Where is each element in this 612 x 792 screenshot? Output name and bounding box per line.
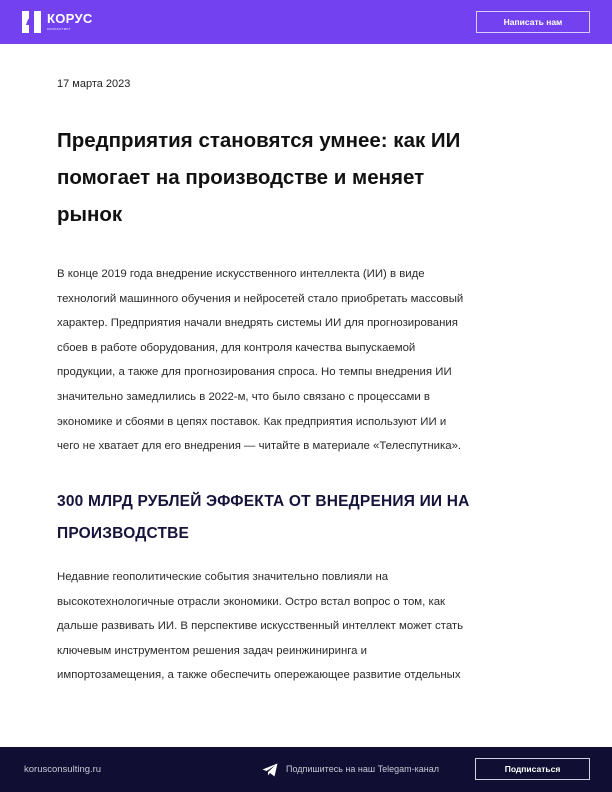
contact-us-button[interactable]: Написать нам [476, 11, 590, 33]
logo-name: КОРУС [47, 11, 93, 26]
article-title [57, 122, 557, 233]
article-intro-paragraph [57, 262, 557, 459]
paragraph-line: высокотехнологичные отрасли экономики. Остро встал вопрос о том, как [57, 595, 446, 608]
section-heading [57, 486, 557, 550]
subscribe-button[interactable]: Подписаться [475, 758, 590, 780]
section-body-paragraph [57, 565, 557, 688]
title-line: рынок [57, 203, 123, 226]
website-link[interactable]: korusconsulting.ru [24, 764, 102, 775]
paragraph-line: чего не хватает для его внедрения — читайте в материале «Телеспутника». [57, 440, 462, 453]
title-line: Предприятия становятся умнее: как ИИ [57, 129, 461, 152]
paragraph-line: дальше развивать ИИ. В перспективе искусственный интеллект может стать [57, 620, 464, 633]
korus-logo-icon [22, 11, 41, 33]
korus-logo[interactable] [22, 10, 93, 34]
site-header [0, 0, 612, 44]
paragraph-line: характер. Предприятия начали внедрять системы ИИ для прогнозирования [57, 317, 458, 330]
paragraph-line: технологий машинного обучения и нейросетей стало приобретать массовый [57, 292, 464, 305]
heading-line: ПРОИЗВОДСТВЕ [57, 525, 190, 542]
telegram-icon[interactable] [262, 763, 278, 777]
paragraph-line: В конце 2019 года внедрение искусственного интеллекта (ИИ) в виде [57, 268, 425, 280]
telegram-subscribe-text[interactable]: Подпишитесь на наш Telegam-канал [286, 764, 439, 774]
paragraph-line: экономике и сбоями в цепях поставок. Как предприятия используют ИИ и [57, 415, 447, 428]
paragraph-line: продукции, а также для прогнозирования спроса. Но темпы внедрения ИИ [57, 366, 452, 379]
paragraph-line: импортозамещения, а также обеспечить опережающее развитие отдельных [57, 669, 461, 682]
site-footer [0, 747, 612, 792]
title-line: помогает на производстве и меняет [57, 166, 425, 189]
paragraph-line: сбоев в работе оборудования, для контроля качества выпускаемой [57, 341, 416, 354]
paragraph-line: Недавние геополитические события значительно повлияли на [57, 571, 389, 583]
article-date: 17 марта 2023 [57, 78, 131, 90]
heading-line: 300 МЛРД РУБЛЕЙ ЭФФЕКТА ОТ ВНЕДРЕНИЯ ИИ НА [57, 493, 470, 510]
logo-subtitle: консалтинг [47, 26, 71, 31]
paragraph-line: ключевым инструментом решения задач реинжиниринга и [57, 644, 367, 657]
paragraph-line: значительно замедлились в 2022-м, что было связано с процессами в [57, 390, 430, 403]
